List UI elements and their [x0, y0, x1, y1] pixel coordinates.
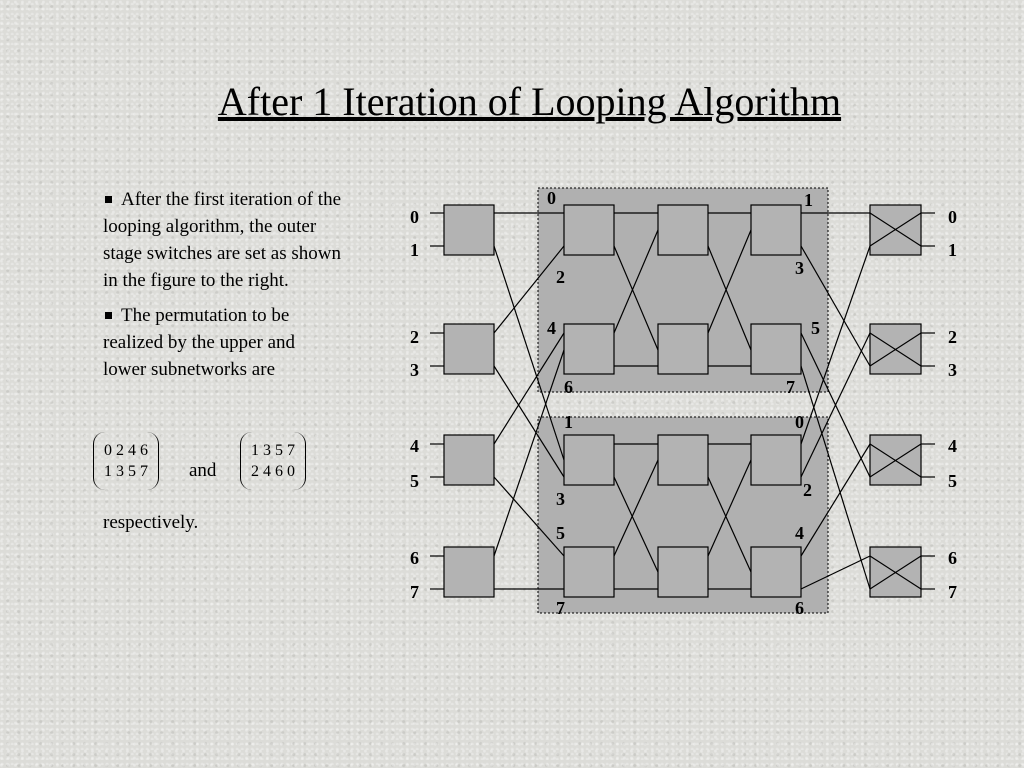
subnet-label: 6: [564, 377, 573, 397]
subnet-label: 2: [803, 480, 812, 500]
subnet-label: 4: [547, 318, 556, 338]
output-label: 6: [948, 548, 957, 568]
matrix-row: 2 4 6 0: [251, 463, 295, 480]
output-label: 3: [948, 360, 957, 380]
output-label: 0: [948, 207, 957, 227]
input-label: 7: [410, 582, 419, 602]
switch-box: [564, 435, 614, 485]
subnet-label: 7: [786, 377, 795, 397]
switch-box: [658, 547, 708, 597]
input-label: 3: [410, 360, 419, 380]
bullet-text: After the first iteration of the looping algorithm, the outer stage switches are set as shown in the figure to the right.: [103, 189, 342, 291]
bullet-text: The permutation to be realized by the upper and lower subnetworks are: [103, 305, 296, 380]
switch-box: [658, 324, 708, 374]
matrix-row: 0 2 4 6: [104, 442, 148, 459]
switch-box: [658, 205, 708, 255]
slide-title: After 1 Iteration of Looping Algorithm: [217, 79, 842, 124]
switch-box: [444, 435, 494, 485]
subnet-label: 1: [564, 412, 573, 432]
output-label: 1: [948, 240, 957, 260]
and-text: and: [189, 460, 217, 481]
output-labels: [948, 207, 957, 602]
subnet-label: 5: [811, 318, 820, 338]
subnet-label: 2: [556, 267, 565, 287]
switch-box: [751, 324, 801, 374]
matrix-row: 1 3 5 7: [104, 463, 148, 480]
input-label: 2: [410, 327, 419, 347]
subnet-label: 0: [547, 188, 556, 208]
input-label: 6: [410, 548, 419, 568]
output-label: 5: [948, 471, 957, 491]
subnet-label: 7: [556, 598, 565, 618]
switch-box: [444, 205, 494, 255]
output-label: 7: [948, 582, 957, 602]
subnet-label: 0: [795, 412, 804, 432]
input-label: 5: [410, 471, 419, 491]
switch-box: [564, 547, 614, 597]
switch-cross-wires: [870, 213, 921, 589]
subnet-label: 4: [795, 523, 804, 543]
switch-box: [444, 324, 494, 374]
subnet-label: 3: [795, 258, 804, 278]
subnet-label: 6: [795, 598, 804, 618]
matrix-row: 1 3 5 7: [251, 442, 295, 459]
subnet-label: 5: [556, 523, 565, 543]
switch-box: [444, 547, 494, 597]
output-label: 2: [948, 327, 957, 347]
respectively-text: respectively.: [103, 512, 199, 533]
input-label: 4: [410, 436, 419, 456]
switch-box: [751, 435, 801, 485]
input-labels: [410, 207, 419, 602]
subnet-label: 1: [804, 190, 813, 210]
switch-box: [564, 205, 614, 255]
switch-box: [751, 205, 801, 255]
output-label: 4: [948, 436, 957, 456]
switch-box: [751, 547, 801, 597]
input-label: 1: [410, 240, 419, 260]
switch-box: [658, 435, 708, 485]
input-label: 0: [410, 207, 419, 227]
subnet-label: 3: [556, 489, 565, 509]
switch-box: [564, 324, 614, 374]
